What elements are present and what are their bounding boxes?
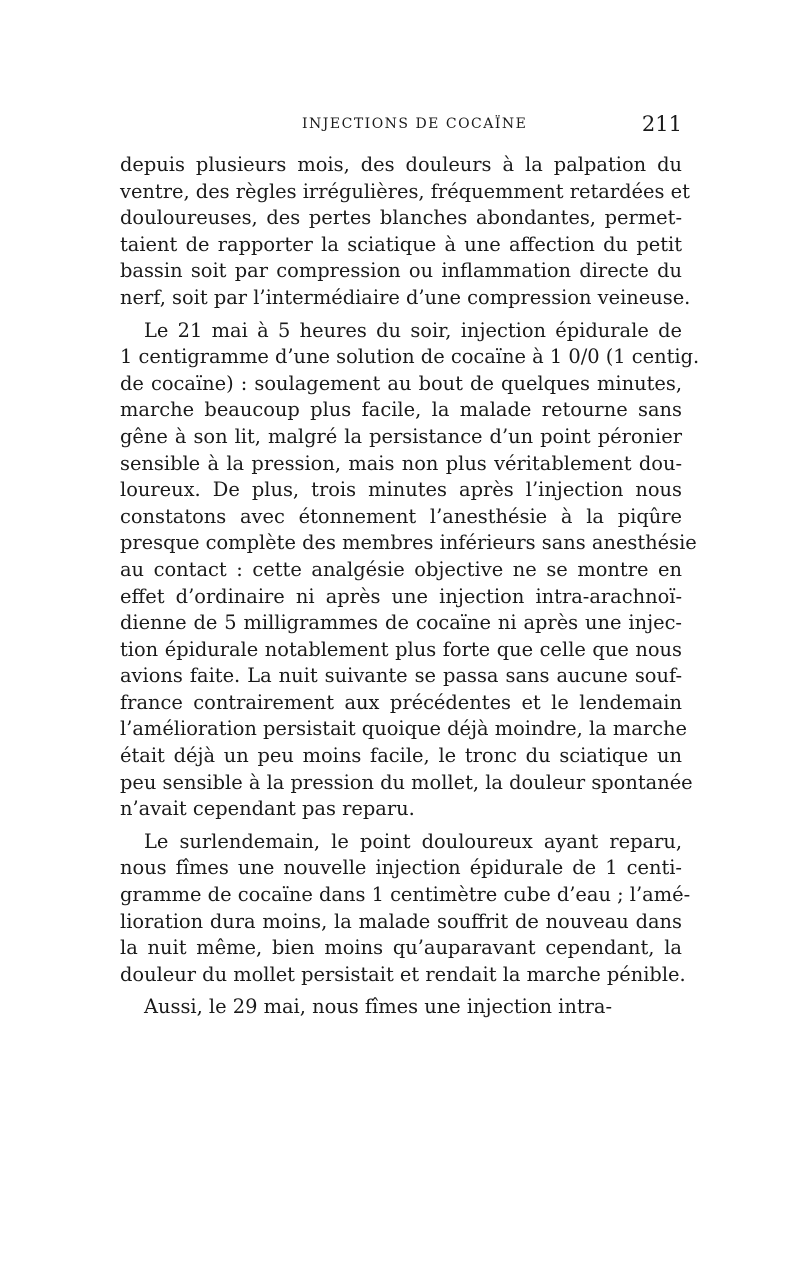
text-line: avions faite. La nuit suivante se passa sans aucune souf- [120,664,682,688]
text-line: 1 centigramme d’une solution de cocaïne à 1 0/0 (1 centig. [120,345,700,369]
text-line: Le surlendemain, le point douloureux ayant reparu, [144,829,682,853]
text-line: de cocaïne) : soulagement au bout de quelques minutes, [120,371,682,395]
text-line: effet d’ordinaire ni après une injection intra-arachnoï- [120,584,682,608]
text-line: bassin soit par compression ou inflammation directe du [120,259,682,283]
text-line: taient de rapporter la sciatique à une affection du petit [120,232,682,256]
text-line: l’amélioration persistait quoique déjà moindre, la marche [120,717,687,741]
text-line: presque complète des membres inférieurs sans anesthésie [120,531,697,555]
text-line: n’avait cependant pas reparu. [120,797,415,821]
text-line: peu sensible à la pression du mollet, la douleur spontanée [120,770,693,794]
text-line: gramme de cocaïne dans 1 centimètre cube d’eau ; l’amé- [120,883,691,907]
text-line: loureux. De plus, trois minutes après l’injection nous [120,478,682,502]
text-line: lioration dura moins, la malade souffrit de nouveau dans [120,909,682,933]
text-line: douleur du mollet persistait et rendait la marche pénible. [120,962,686,986]
text-line: nous fîmes une nouvelle injection épidurale de 1 centi- [120,856,682,880]
body-text [120,152,700,1021]
text-line: depuis plusieurs mois, des douleurs à la palpation du [120,153,682,176]
text-line: constatons avec étonnement l’anesthésie à la piqûre [120,504,682,528]
running-head [120,112,682,142]
text-line: sensible à la pression, mais non plus véritablement dou- [120,451,682,475]
text-line: Aussi, le 29 mai, nous fîmes une injection intra- [144,995,613,1019]
paragraph [120,152,691,312]
text-line: marche beaucoup plus facile, la malade retourne sans [120,398,682,422]
text-line: Le 21 mai à 5 heures du soir, injection épidurale de [144,318,682,342]
text-line: ventre, des règles irrégulières, fréquemment retardées et [120,179,690,203]
paragraph [120,994,682,1021]
running-title: INJECTIONS DE COCAÏNE [302,116,528,132]
text-line: au contact : cette analgésie objective ne se montre en [120,557,682,581]
text-line: france contrairement aux précédentes et le lendemain [120,690,682,714]
text-line: dienne de 5 milligrammes de cocaïne ni après une injec- [120,611,682,635]
page-number: 211 [641,112,682,136]
text-line: tion épidurale notablement plus forte que celle que nous [120,637,682,661]
text-line: nerf, soit par l’intermédiaire d’une compression veineuse. [120,285,691,309]
text-line: gêne à son lit, malgré la persistance d’un point péronier [120,424,682,448]
text-line: douloureuses, des pertes blanches abondantes, permet- [120,206,682,230]
text-line: était déjà un peu moins facile, le tronc du sciatique un [120,744,682,768]
paragraph [120,829,691,989]
text-line: la nuit même, bien moins qu’auparavant cependant, la [120,936,682,960]
paragraph [120,318,700,823]
